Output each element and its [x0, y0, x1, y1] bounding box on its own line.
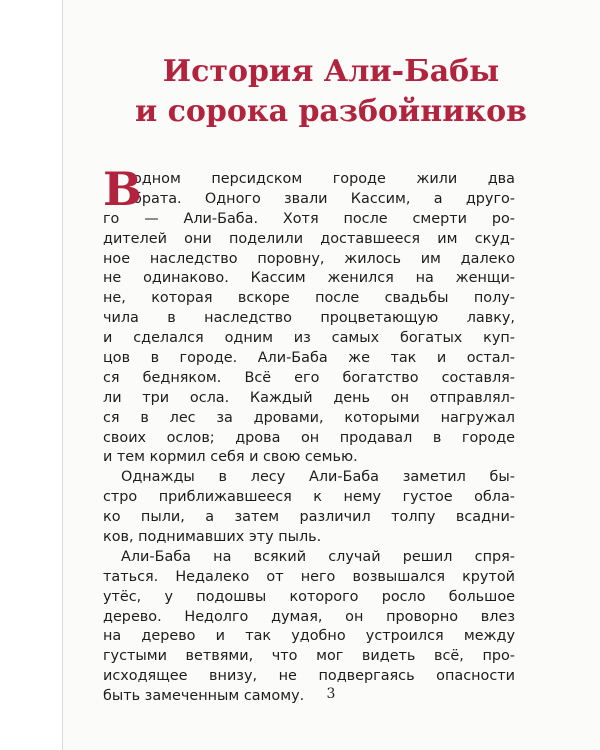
- text-line: чила в наследство процветающую лавку,: [103, 310, 515, 327]
- chapter-title-line-1: История Али-Бабы: [162, 54, 500, 89]
- text-line: своих ослов; дрова он продавал в городе: [103, 429, 515, 446]
- text-line: ко пыли, а затем различил толпу всадни-: [103, 509, 515, 526]
- text-line: и тем кормил себя и свою семью.: [103, 449, 358, 466]
- text-line: стро приближавшееся к нему густое обла-: [103, 489, 515, 506]
- text-line: ков, поднимавших эту пыль.: [103, 529, 322, 546]
- text-line: ся в лес за дровами, которыми нагружал: [103, 409, 515, 426]
- text-line: на дерево и так удобно устроился между: [103, 628, 515, 645]
- text-line: и сделался одним из самых богатых куп-: [103, 330, 515, 347]
- text-line: ся бедняком. Всё его богатство составля-: [103, 369, 515, 386]
- text-line: утёс, у подошвы которого росло большое: [103, 588, 515, 605]
- text-line: быть замеченным самому.: [103, 688, 305, 705]
- page-number: 3: [326, 686, 336, 702]
- text-line: не одинаково. Кассим женился на женщи-: [103, 270, 515, 287]
- chapter-title: [62, 52, 600, 132]
- text-line: Однажды в лесу Али-Баба заметил бы-: [121, 469, 515, 486]
- body-text: [103, 162, 515, 707]
- text-line: Али-Баба на всякий случай решил спря-: [121, 548, 515, 565]
- text-line: ли три осла. Каждый день он отправлял-: [103, 389, 515, 406]
- drop-cap: В: [103, 162, 142, 216]
- text-line: не, которая вскоре после свадьбы полу-: [103, 290, 515, 307]
- text-line: таться. Недалеко от него возвышался крутой: [103, 568, 515, 585]
- text-line: одном персидском городе жили два: [133, 171, 515, 187]
- chapter-title-line-2: и сорока разбойников: [134, 94, 528, 129]
- text-line: густыми ветвями, что мог видеть всё, про-: [103, 648, 515, 665]
- text-line: исходящее внизу, не подвергаясь опасности: [103, 668, 515, 685]
- text-line: дерево. Недолго думая, он проворно влез: [103, 608, 515, 625]
- text-line: дителей они поделили доставшееся им скуд-: [103, 230, 515, 247]
- text-line: брата. Одного звали Кассим, а друго-: [133, 190, 515, 207]
- text-line: цов в городе. Али-Баба же так и остал-: [103, 350, 515, 367]
- text-line: го — Али-Баба. Хотя после смерти ро-: [103, 210, 515, 227]
- text-line: ное наследство поровну, жилось им далеко: [103, 250, 515, 267]
